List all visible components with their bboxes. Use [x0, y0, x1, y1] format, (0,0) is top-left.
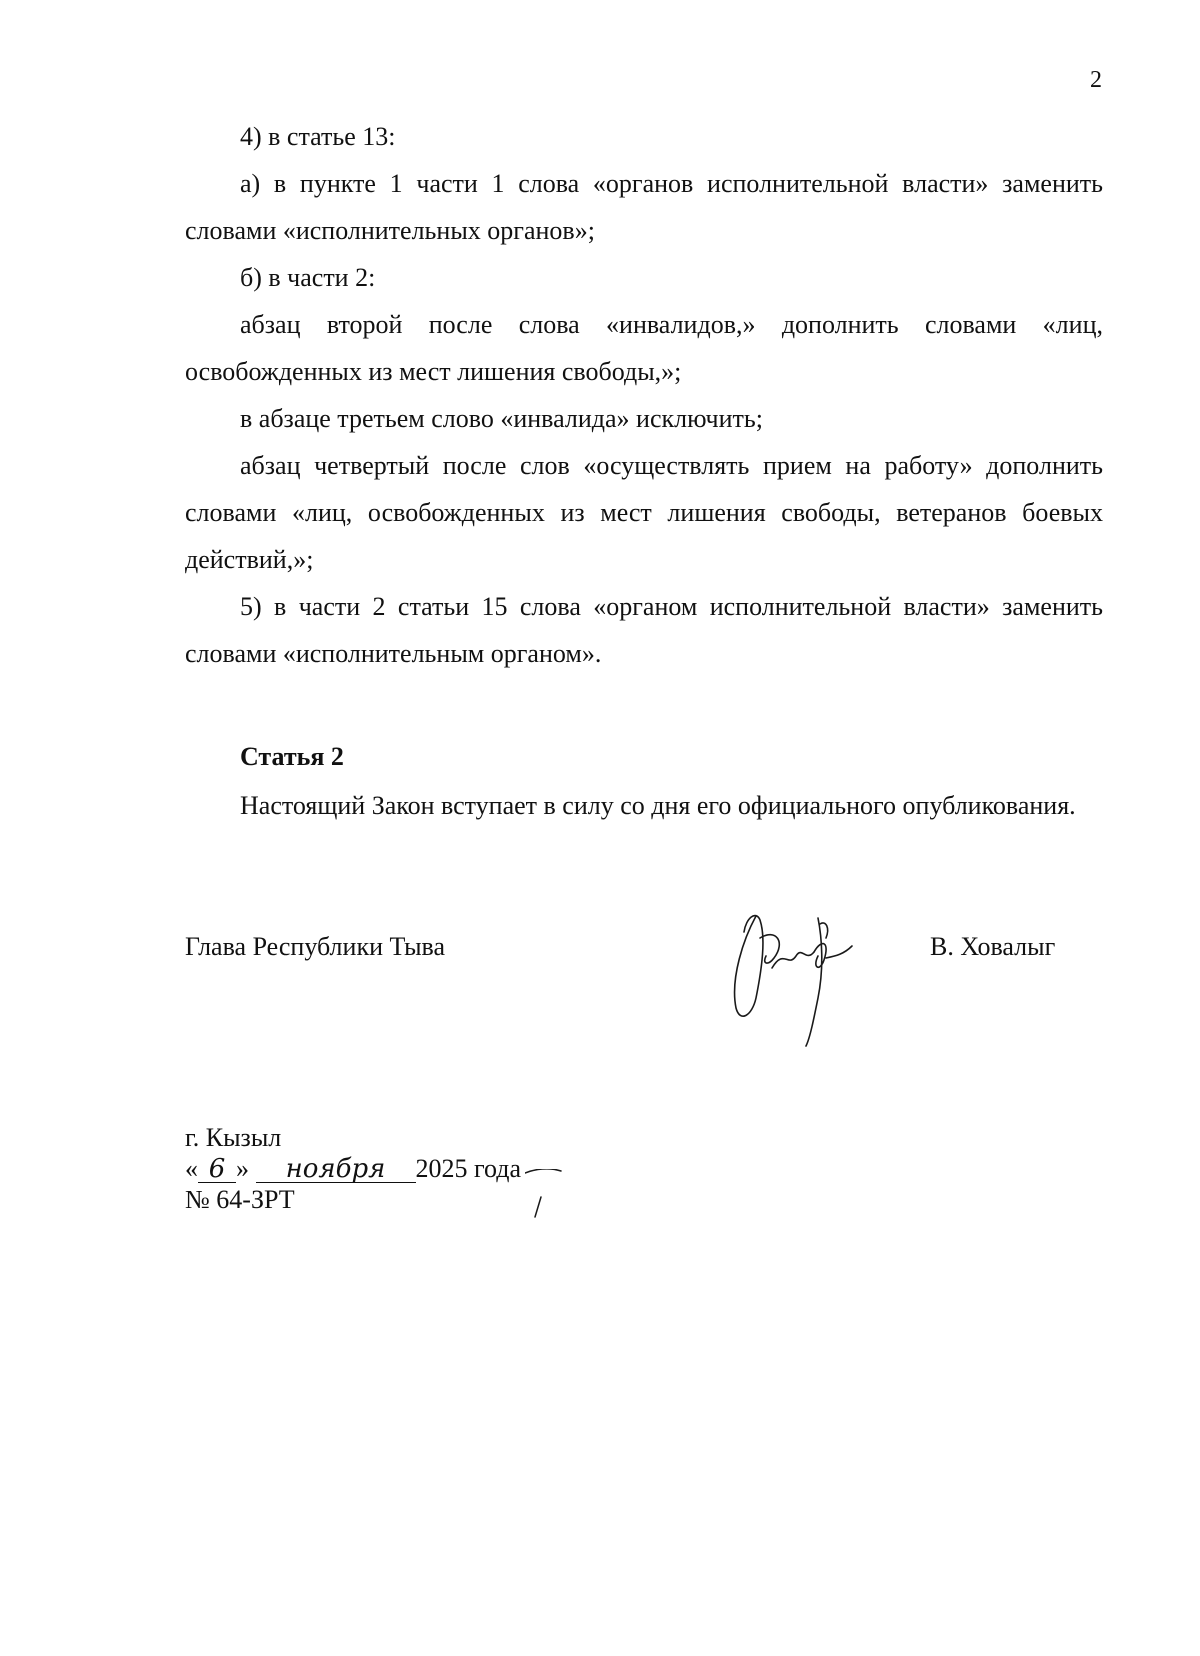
city: г. Кызыл [185, 1123, 282, 1152]
pen-stroke [525, 1169, 565, 1219]
amendment-item: в абзаце третьем слово «инвалида» исключить; [240, 404, 763, 433]
handwritten-month: ноября [256, 1156, 416, 1183]
page-number: 2 [1090, 67, 1102, 93]
article-heading: Статья 2 [240, 742, 344, 771]
law-number: № 64-ЗРТ [185, 1185, 295, 1214]
close-quote: » [236, 1154, 249, 1183]
amendment-item: 4) в статье 13: [240, 122, 396, 151]
signer-name: В. Ховалыг [930, 932, 1056, 961]
place-date-block [185, 1122, 521, 1215]
year: 2025 года [415, 1154, 522, 1183]
amendment-item: абзац второй после слова «инвалидов,» дополнить словами «лиц, освобожденных из мест лишения свободы,»; [185, 310, 1103, 386]
article-text: Настоящий Закон вступает в силу со дня его официального опубликования. [240, 791, 1076, 820]
article-body [185, 782, 1103, 829]
amendment-item: 5) в части 2 статьи 15 слова «органом исполнительной власти» заменить словами «исполнительным органом». [185, 592, 1103, 668]
amendments-list [185, 113, 1103, 677]
handwritten-day: 6 [198, 1156, 236, 1183]
handwritten-signature [726, 898, 866, 1048]
date-line [185, 1153, 521, 1184]
amendment-item: абзац четвертый после слов «осуществлять прием на работу» дополнить словами «лиц, освобожденных из мест лишения свободы, ветеранов боевых действий,»; [185, 451, 1103, 574]
amendment-item: а) в пункте 1 части 1 слова «органов исполнительной власти» заменить словами «исполнительных органов»; [185, 169, 1103, 245]
amendment-item: б) в части 2: [240, 263, 376, 292]
signer-title: Глава Республики Тыва [185, 932, 446, 961]
open-quote: « [185, 1154, 198, 1183]
